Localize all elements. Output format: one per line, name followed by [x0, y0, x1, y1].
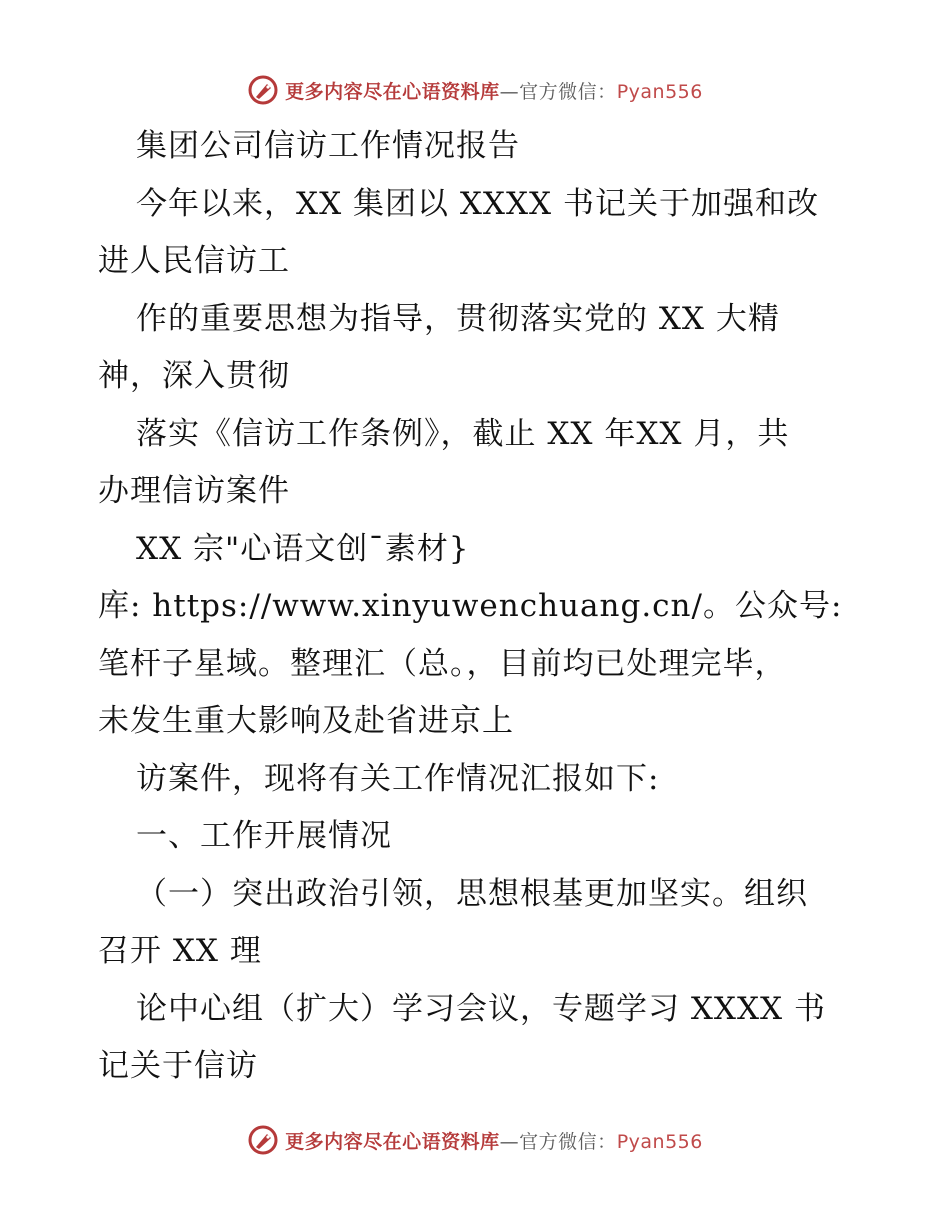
paragraph-line: 访案件，现将有关工作情况汇报如下:: [136, 760, 660, 797]
banner-separator: —: [499, 1130, 520, 1153]
paragraph-line: 笔杆子星域。整理汇（总。，目前均已处理完毕，: [98, 645, 787, 682]
paragraph-line: 办理信访案件: [98, 473, 290, 509]
document-title: 集团公司信访工作情况报告: [136, 128, 520, 164]
paragraph-line: XX 宗"心语文创¯素材}: [136, 530, 470, 567]
paragraph-line: 召开 XX 理: [98, 933, 262, 969]
paragraph-line: 落实《信访工作条例》，截止 XX 年XX 月，共: [136, 415, 790, 452]
paragraph-line: 未发生重大影响及赴省进京上: [98, 703, 514, 739]
paragraph-line: 作的重要思想为指导，贯彻落实党的 XX 大精: [136, 300, 780, 337]
banner-wechat-label: 官方微信：: [519, 1130, 617, 1153]
paragraph-line: 库: https://www.xinyuwenchuang.cn/。公众号:: [98, 588, 843, 624]
pen-nib-logo-icon: [247, 1124, 279, 1156]
document-body: [98, 118, 858, 1096]
banner-separator: —: [499, 80, 520, 103]
banner-brand: 更多内容尽在心语资料库: [285, 80, 500, 103]
paragraph-line: 神，深入贯彻: [98, 358, 290, 394]
banner-wechat-handle: Pyan556: [616, 80, 703, 103]
section-heading: 一、工作开展情况: [136, 818, 392, 854]
footer-banner: [0, 1122, 950, 1158]
banner-brand: 更多内容尽在心语资料库: [285, 1130, 500, 1153]
paragraph-line: 今年以来，XX 集团以 XXXX 书记关于加强和改: [136, 185, 819, 222]
paragraph-line: 进人民信访工: [98, 243, 290, 279]
banner-wechat-label: 官方微信：: [519, 80, 617, 103]
banner-wechat-handle: Pyan556: [616, 1130, 703, 1153]
paragraph-line: 记关于信访: [98, 1048, 258, 1084]
banner-text: [285, 77, 703, 104]
pen-nib-logo-icon: [247, 74, 279, 106]
header-banner: [0, 72, 950, 108]
banner-text: [285, 1127, 703, 1154]
paragraph-line: 论中心组（扩大）学习会议，专题学习 XXXX 书: [136, 990, 826, 1027]
subsection-heading-line: （一）突出政治引领，思想根基更加坚实。组织: [136, 875, 808, 912]
